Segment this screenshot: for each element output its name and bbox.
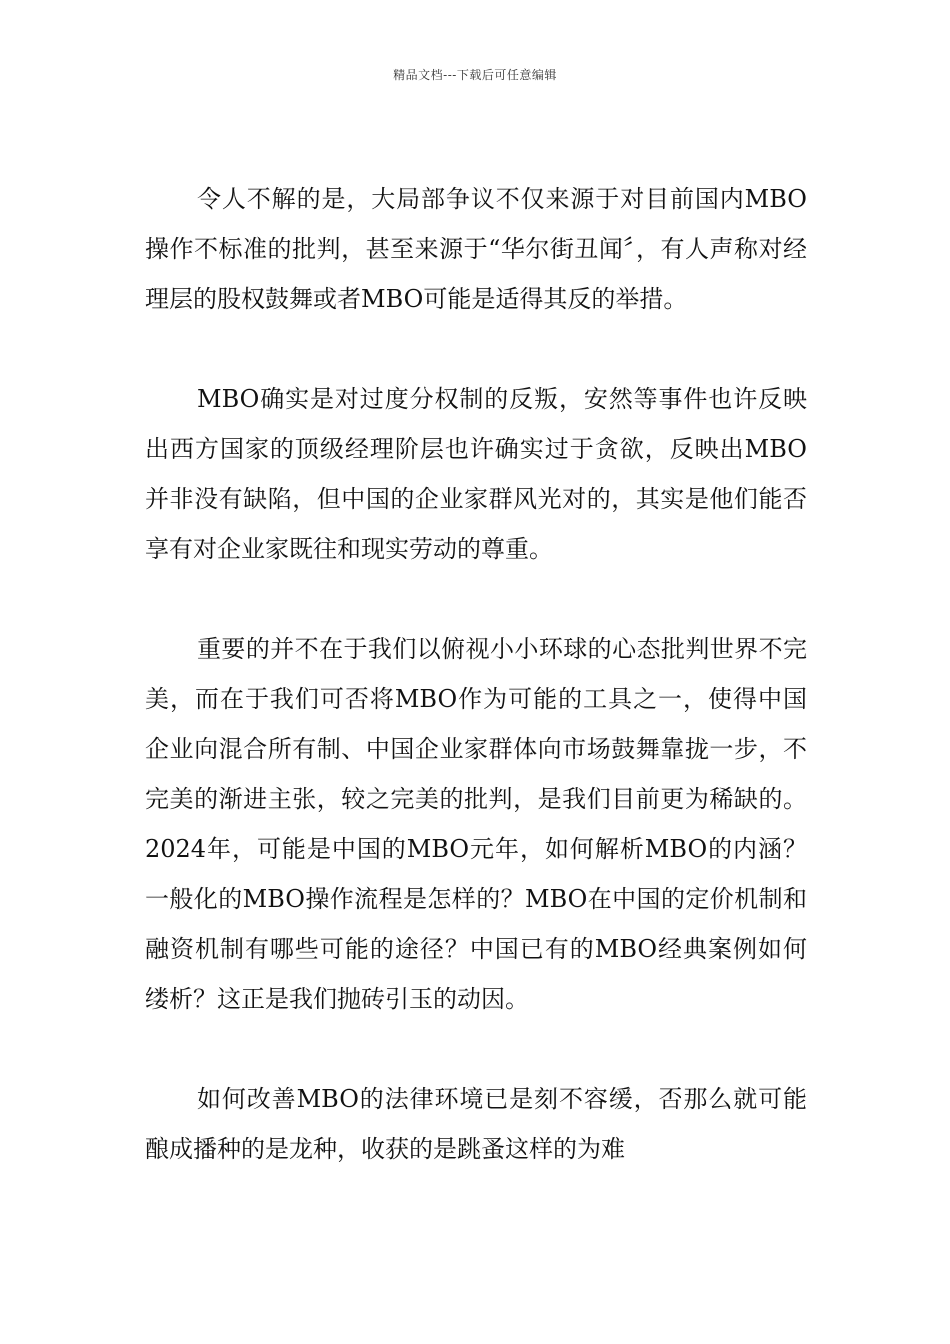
document-body <box>145 174 807 1174</box>
paragraph-3: 重要的并不在于我们以俯视小小环球的心态批判世界不完美，而在于我们可否将MBO作为可能的工具之一，使得中国企业向混合所有制、中国企业家群体向市场鼓舞靠拢一步，不完美的渐进主张，较之完美的批判，是我们目前更为稀缺的。2024年，可能是中国的MBO元年，如何解析MBO的内涵？一般化的MBO操作流程是怎样的？MBO在中国的定价机制和融资机制有哪些可能的途径？中国已有的MBO经典案例如何缕析？这正是我们抛砖引玉的动因。 <box>145 635 807 1013</box>
paragraph-1: 令人不解的是，大局部争议不仅来源于对目前国内MBO操作不标准的批判，甚至来源于“华尔街丑闻〞，有人声称对经理层的股权鼓舞或者MBO可能是适得其反的举措。 <box>145 185 807 313</box>
page-header: 精品文档---下载后可任意编辑 <box>393 68 557 82</box>
paragraph-2: MBO确实是对过度分权制的反叛，安然等事件也许反映出西方国家的顶级经理阶层也许确实过于贪欲，反映出MBO并非没有缺陷，但中国的企业家群风光对的，其实是他们能否享有对企业家既往和现实劳动的尊重。 <box>145 385 807 563</box>
paragraph-4: 如何改善MBO的法律环境已是刻不容缓，否那么就可能酿成播种的是龙种，收获的是跳蚤这样的为难 <box>145 1085 807 1163</box>
